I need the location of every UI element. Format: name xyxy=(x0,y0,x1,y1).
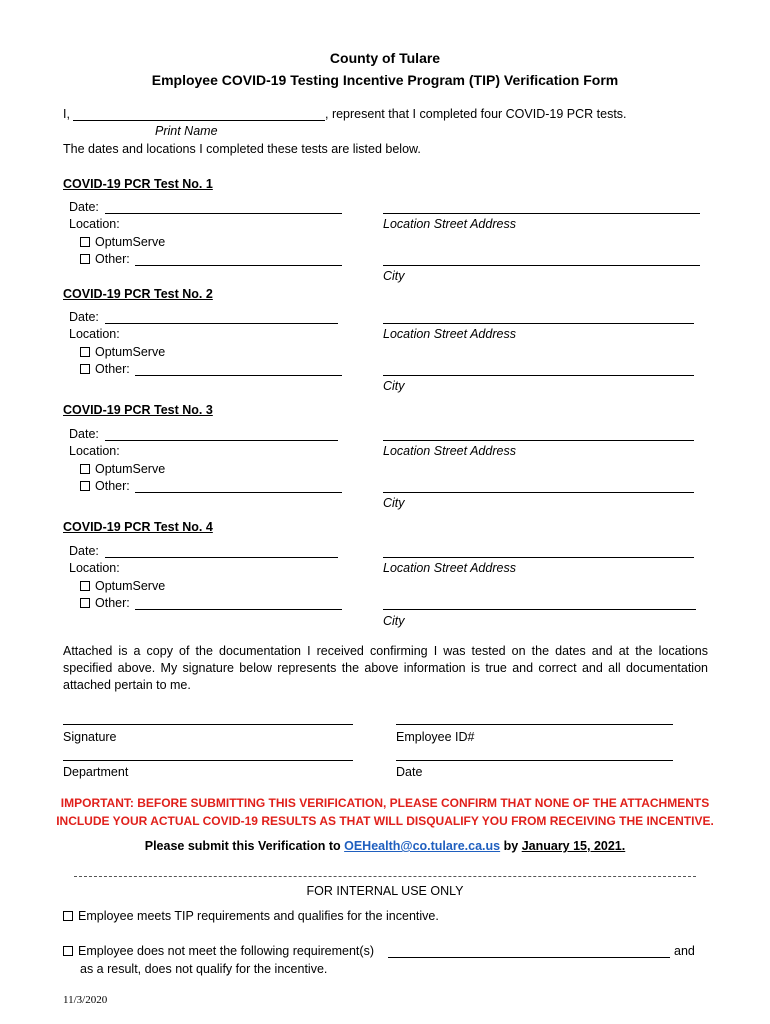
internal-meets-checkbox[interactable] xyxy=(63,911,73,921)
test-2-city-caption: City xyxy=(383,379,405,393)
test-2-street-field[interactable] xyxy=(383,323,694,324)
test-1-heading: COVID-19 PCR Test No. 1 xyxy=(63,177,213,191)
internal-not-meet-line-2: as a result, does not qualify for the incentive. xyxy=(80,962,328,976)
internal-divider xyxy=(74,876,696,877)
revision-date: 11/3/2020 xyxy=(63,994,108,1006)
test-4-other-label: Other: xyxy=(95,596,130,610)
test-2-date-label: Date: xyxy=(69,310,99,324)
test-3-date-label: Date: xyxy=(69,427,99,441)
test-2-date-field[interactable] xyxy=(105,323,338,324)
submit-prefix: Please submit this Verification to xyxy=(144,839,341,853)
requirements-field[interactable] xyxy=(388,957,670,958)
test-4-street-caption: Location Street Address xyxy=(383,561,516,575)
test-1-optumserve-label: OptumServe xyxy=(95,235,166,249)
submit-instructions xyxy=(0,839,770,853)
important-warning-line-1: IMPORTANT: BEFORE SUBMITTING THIS VERIFICATION, PLEASE CONFIRM THAT NONE OF THE ATTACHMENTS xyxy=(60,796,710,810)
test-1-date-label: Date: xyxy=(69,200,99,214)
date-field[interactable] xyxy=(396,760,673,761)
test-4-other-field[interactable] xyxy=(135,609,342,610)
test-4-heading: COVID-19 PCR Test No. 4 xyxy=(63,520,213,534)
test-4-city-field[interactable] xyxy=(383,609,696,610)
signature-label: Signature xyxy=(63,730,117,744)
intro-prefix: I, xyxy=(63,107,70,121)
test-4-street-field[interactable] xyxy=(383,557,694,558)
test-3-street-caption: Location Street Address xyxy=(383,444,516,458)
test-2-other-label: Other: xyxy=(95,362,130,376)
signature-field[interactable] xyxy=(63,724,353,725)
test-2-other-option[interactable] xyxy=(80,362,130,376)
test-4-other-checkbox[interactable] xyxy=(80,598,90,608)
submit-deadline: January 15, 2021. xyxy=(521,839,626,853)
test-1-street-caption: Location Street Address xyxy=(383,217,516,231)
test-1-other-option[interactable] xyxy=(80,252,130,266)
employee-id-field[interactable] xyxy=(396,724,673,725)
test-4-other-option[interactable] xyxy=(80,596,130,610)
test-2-optumserve-label: OptumServe xyxy=(95,345,166,359)
test-3-heading: COVID-19 PCR Test No. 3 xyxy=(63,403,213,417)
test-3-date-field[interactable] xyxy=(105,440,338,441)
county-title: County of Tulare xyxy=(329,50,441,66)
internal-not-meet-and: and xyxy=(674,944,695,958)
test-4-date-field[interactable] xyxy=(105,557,338,558)
test-2-optumserve-checkbox[interactable] xyxy=(80,347,90,357)
internal-not-meet-label: Employee does not meet the following requirement(s) xyxy=(78,944,374,958)
test-2-other-checkbox[interactable] xyxy=(80,364,90,374)
internal-meets-label: Employee meets TIP requirements and qualifies for the incentive. xyxy=(78,909,439,923)
test-1-date-field[interactable] xyxy=(105,213,342,214)
test-4-location-label: Location: xyxy=(69,561,120,575)
test-3-optumserve-option[interactable] xyxy=(80,462,165,476)
test-4-optumserve-label: OptumServe xyxy=(95,579,166,593)
test-3-street-field[interactable] xyxy=(383,440,694,441)
test-1-other-label: Other: xyxy=(95,252,130,266)
department-label: Department xyxy=(63,765,129,779)
internal-not-meet-option[interactable] xyxy=(63,944,374,958)
test-3-location-label: Location: xyxy=(69,444,120,458)
test-4-optumserve-option[interactable] xyxy=(80,579,165,593)
test-1-other-field[interactable] xyxy=(135,265,342,266)
test-1-city-field[interactable] xyxy=(383,265,700,266)
test-3-city-caption: City xyxy=(383,496,405,510)
test-2-location-label: Location: xyxy=(69,327,120,341)
test-3-other-option[interactable] xyxy=(80,479,130,493)
print-name-caption: Print Name xyxy=(155,124,218,138)
internal-meets-option[interactable] xyxy=(63,909,439,923)
department-field[interactable] xyxy=(63,760,353,761)
internal-use-heading: FOR INTERNAL USE ONLY xyxy=(306,884,464,898)
test-4-city-caption: City xyxy=(383,614,405,628)
test-2-other-field[interactable] xyxy=(135,375,342,376)
form-title: Employee COVID-19 Testing Incentive Program (TIP) Verification Form xyxy=(151,72,619,88)
employee-id-label: Employee ID# xyxy=(396,730,475,744)
test-4-date-label: Date: xyxy=(69,544,99,558)
test-2-street-caption: Location Street Address xyxy=(383,327,516,341)
important-warning-line-2: INCLUDE YOUR ACTUAL COVID-19 RESULTS AS THAT WILL DISQUALIFY YOU FROM RECEIVING THE INCENTIVE. xyxy=(56,814,714,828)
test-2-city-field[interactable] xyxy=(383,375,694,376)
test-3-other-label: Other: xyxy=(95,479,130,493)
date-label: Date xyxy=(396,765,423,779)
test-1-street-field[interactable] xyxy=(383,213,700,214)
test-2-heading: COVID-19 PCR Test No. 2 xyxy=(63,287,213,301)
test-1-optumserve-option[interactable] xyxy=(80,235,165,249)
attestation-paragraph: Attached is a copy of the documentation I received confirming I was tested on the dates and at the locations specified above. My signature below represents the above information is true and correct and all documentation attached pertain to me. xyxy=(63,644,708,692)
internal-not-meet-checkbox[interactable] xyxy=(63,946,73,956)
test-1-optumserve-checkbox[interactable] xyxy=(80,237,90,247)
test-3-city-field[interactable] xyxy=(383,492,694,493)
test-2-optumserve-option[interactable] xyxy=(80,345,165,359)
submit-by: by xyxy=(503,839,519,853)
test-1-other-checkbox[interactable] xyxy=(80,254,90,264)
intro-suffix: , represent that I completed four COVID-19 PCR tests. xyxy=(325,107,627,121)
test-3-optumserve-label: OptumServe xyxy=(95,462,166,476)
print-name-field[interactable] xyxy=(73,120,325,121)
test-3-other-field[interactable] xyxy=(135,492,342,493)
test-1-location-label: Location: xyxy=(69,217,120,231)
test-1-city-caption: City xyxy=(383,269,405,283)
test-3-other-checkbox[interactable] xyxy=(80,481,90,491)
dates-sentence: The dates and locations I completed these tests are listed below. xyxy=(63,142,421,156)
test-3-optumserve-checkbox[interactable] xyxy=(80,464,90,474)
test-4-optumserve-checkbox[interactable] xyxy=(80,581,90,591)
submit-email-link[interactable]: OEHealth@co.tulare.ca.us xyxy=(344,839,501,853)
